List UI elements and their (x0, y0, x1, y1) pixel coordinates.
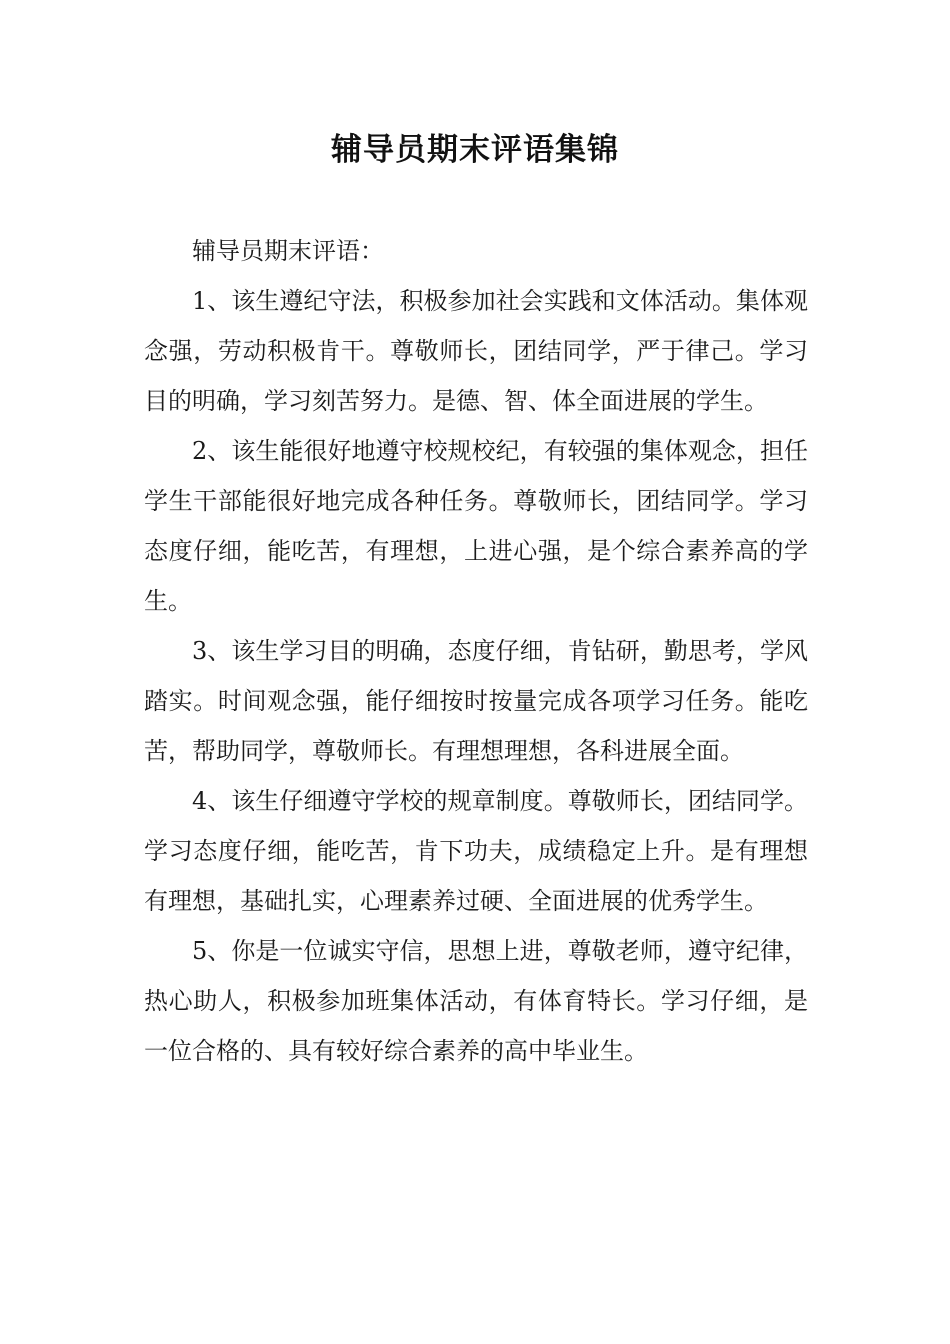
comment-paragraph-4: 4、该生仔细遵守学校的规章制度。尊敬师长，团结同学。学习态度仔细，能吃苦，肯下功夫，成绩稳定上升。是有理想有理想，基础扎实，心理素养过硬、全面进展的优秀学生。 (144, 787, 808, 915)
document-title: 辅导员期末评语集锦 (331, 132, 619, 168)
intro-line: 辅导员期末评语： (192, 237, 384, 265)
comment-paragraph-2: 2、该生能很好地遵守校规校纪，有较强的集体观念，担任学生干部能很好地完成各种任务。尊敬师长，团结同学。学习态度仔细，能吃苦，有理想，上进心强，是个综合素养高的学生。 (144, 437, 808, 615)
comment-paragraph-3: 3、该生学习目的明确，态度仔细，肯钻研，勤思考，学风踏实。时间观念强，能仔细按时按量完成各项学习任务。能吃苦，帮助同学，尊敬师长。有理想理想，各科进展全面。 (144, 637, 808, 765)
document-body (144, 226, 808, 1076)
comment-paragraph-1: 1、该生遵纪守法，积极参加社会实践和文体活动。集体观念强，劳动积极肯干。尊敬师长，团结同学，严于律己。学习目的明确，学习刻苦努力。是德、智、体全面进展的学生。 (144, 287, 808, 415)
comment-paragraph-5: 5、你是一位诚实守信，思想上进，尊敬老师，遵守纪律，热心助人，积极参加班集体活动，有体育特长。学习仔细，是一位合格的、具有较好综合素养的高中毕业生。 (144, 937, 808, 1065)
